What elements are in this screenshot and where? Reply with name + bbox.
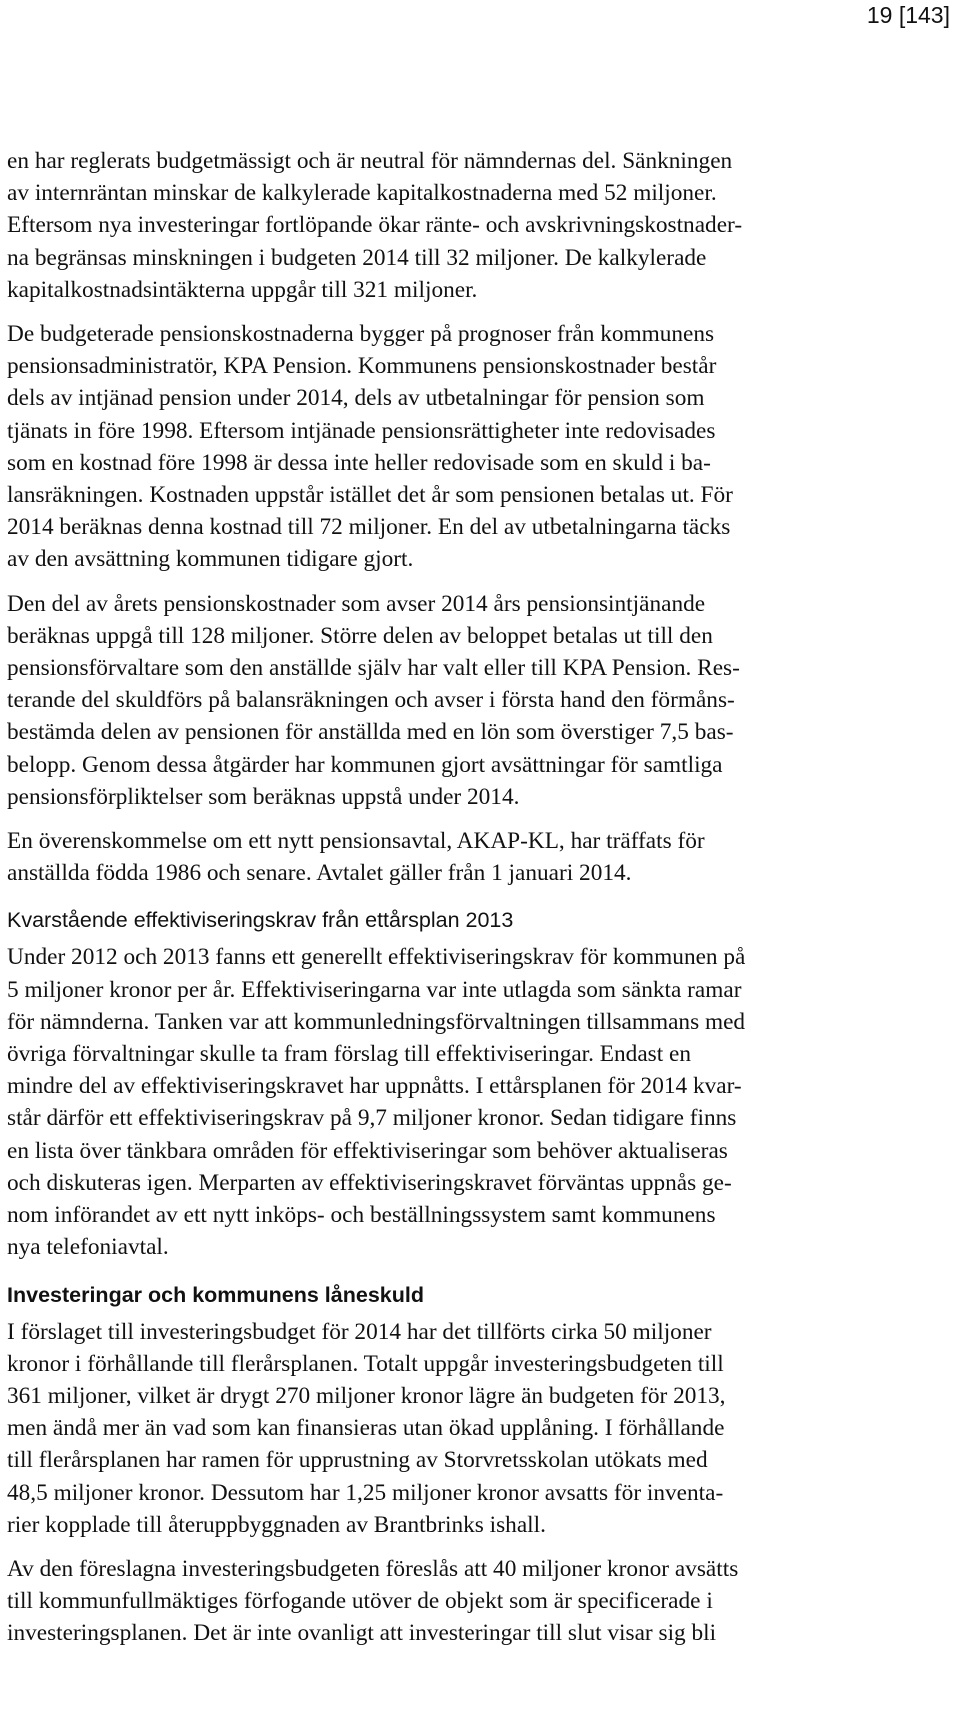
text-line: kapitalkostnadsintäkterna uppgår till 321 miljoner. — [7, 276, 478, 303]
paragraph-pension-costs — [7, 318, 957, 576]
text-line: I förslaget till investeringsbudget för 2014 har det tillförts cirka 50 miljoner — [7, 1318, 712, 1345]
text-line: nom införandet av ett nytt inköps- och beställningssystem samt kommunens — [7, 1202, 716, 1229]
text-line: en har reglerats budgetmässigt och är neutral för nämndernas del. Sänkningen — [7, 148, 733, 174]
paragraph-pension-agreement — [7, 825, 957, 889]
text-line: en lista över tänkbara områden för effektiviseringar som behöver aktualiseras — [7, 1137, 728, 1164]
text-line: 361 miljoner, vilket är drygt 270 miljoner kronor lägre än budgeten för 2013, — [7, 1382, 726, 1409]
text-line: 2014 beräknas denna kostnad till 72 miljoner. En del av utbetalningarna täcks — [7, 514, 731, 541]
text-line: beräknas uppgå till 128 miljoner. Större delen av beloppet betalas ut till den — [7, 622, 713, 649]
text-line: na begränsas minskningen i budgeten 2014 till 32 miljoner. De kalkylerade — [7, 244, 707, 271]
text-line: pensionsförvaltare som den anställde själv har valt eller till KPA Pension. Res- — [7, 655, 740, 682]
document-body — [7, 145, 957, 1650]
text-line: terande del skuldförs på balansräkningen och avser i första hand den förmåns- — [7, 687, 735, 714]
text-line: rier kopplade till återuppbyggnaden av Brantbrinks ishall. — [7, 1511, 546, 1538]
section-heading-investments: Investeringar och kommunens låneskuld — [7, 1282, 424, 1307]
text-line: till flerårsplanen har ramen för upprustning av Storvretsskolan utökats med — [7, 1447, 708, 1474]
text-line: 48,5 miljoner kronor. Dessutom har 1,25 miljoner kronor avsatts för inventa- — [7, 1479, 724, 1506]
paragraph-interest-rate — [7, 145, 957, 306]
section-heading-efficiency: Kvarstående effektiviseringskrav från ettårsplan 2013 — [7, 908, 514, 933]
text-line: dels av intjänad pension under 2014, dels av utbetalningar för pension som — [7, 385, 705, 412]
paragraph-investment-budget — [7, 1316, 957, 1541]
text-line: En överenskommelse om ett nytt pensionsavtal, AKAP-KL, har träffats för — [7, 828, 705, 855]
text-line: står därför ett effektiviseringskrav på 9,7 miljoner kronor. Sedan tidigare finns — [7, 1105, 737, 1132]
text-line: till kommunfullmäktiges förfogande utöver de objekt som är specificerade i — [7, 1588, 713, 1615]
text-line: 5 miljoner kronor per år. Effektiviseringarna var inte utlagda som sänkta ramar — [7, 976, 742, 1003]
text-line: pensionsförpliktelser som beräknas uppstå under 2014. — [7, 783, 520, 810]
page-number: 19 [143] — [866, 2, 950, 28]
text-line: för nämnderna. Tanken var att kommunledningsförvaltningen tillsammans med — [7, 1008, 746, 1035]
text-line: belopp. Genom dessa åtgärder har kommunen gjort avsättningar för samtliga — [7, 751, 723, 778]
text-line: av den avsättning kommunen tidigare gjort. — [7, 546, 414, 573]
text-line: nya telefoniavtal. — [7, 1234, 169, 1261]
text-line: Den del av årets pensionskostnader som avser 2014 års pensionsintjänande — [7, 590, 706, 617]
paragraph-council-allocation — [7, 1553, 957, 1650]
text-line: investeringsplanen. Det är inte ovanligt att investeringar till slut visar sig bli — [7, 1620, 717, 1647]
text-line: men ändå mer än vad som kan finansieras utan ökad upplåning. I förhållande — [7, 1415, 725, 1442]
text-line: övriga förvaltningar skulle ta fram förslag till effektiviseringar. Endast en — [7, 1041, 692, 1068]
text-line: Under 2012 och 2013 fanns ett generellt effektiviseringskrav för kommunen på — [7, 944, 746, 971]
text-line: och diskuteras igen. Merparten av effektiviseringskravet förväntas uppnås ge- — [7, 1169, 732, 1196]
text-line: De budgeterade pensionskostnaderna bygger på prognoser från kommunens — [7, 321, 715, 348]
text-line: som en kostnad före 1998 är dessa inte heller redovisade som en skuld i ba- — [7, 449, 711, 476]
text-line: lansräkningen. Kostnaden uppstår istället det år som pensionen betalas ut. För — [7, 482, 733, 509]
text-line: av internräntan minskar de kalkylerade kapitalkostnaderna med 52 miljoner. — [7, 180, 717, 207]
text-line: kronor i förhållande till flerårsplanen. Totalt uppgår investeringsbudgeten till — [7, 1350, 724, 1377]
text-line: Eftersom nya investeringar fortlöpande ökar ränte- och avskrivningskostnader- — [7, 212, 743, 239]
text-line: Av den föreslagna investeringsbudgeten föreslås att 40 miljoner kronor avsätts — [7, 1555, 739, 1582]
text-line: anställda födda 1986 och senare. Avtalet gäller från 1 januari 2014. — [7, 860, 632, 887]
text-line: tjänats in före 1998. Eftersom intjänade pensionsrättigheter inte redovisades — [7, 417, 716, 444]
text-line: mindre del av effektiviseringskravet har uppnåtts. I ettårsplanen för 2014 kvar- — [7, 1073, 742, 1100]
text-line: bestämda delen av pensionen för anställda med en lön som överstiger 7,5 bas- — [7, 719, 734, 746]
paragraph-pension-earnings — [7, 588, 957, 813]
paragraph-efficiency — [7, 941, 957, 1263]
text-line: pensionsadministratör, KPA Pension. Kommunens pensionskostnader består — [7, 353, 717, 380]
